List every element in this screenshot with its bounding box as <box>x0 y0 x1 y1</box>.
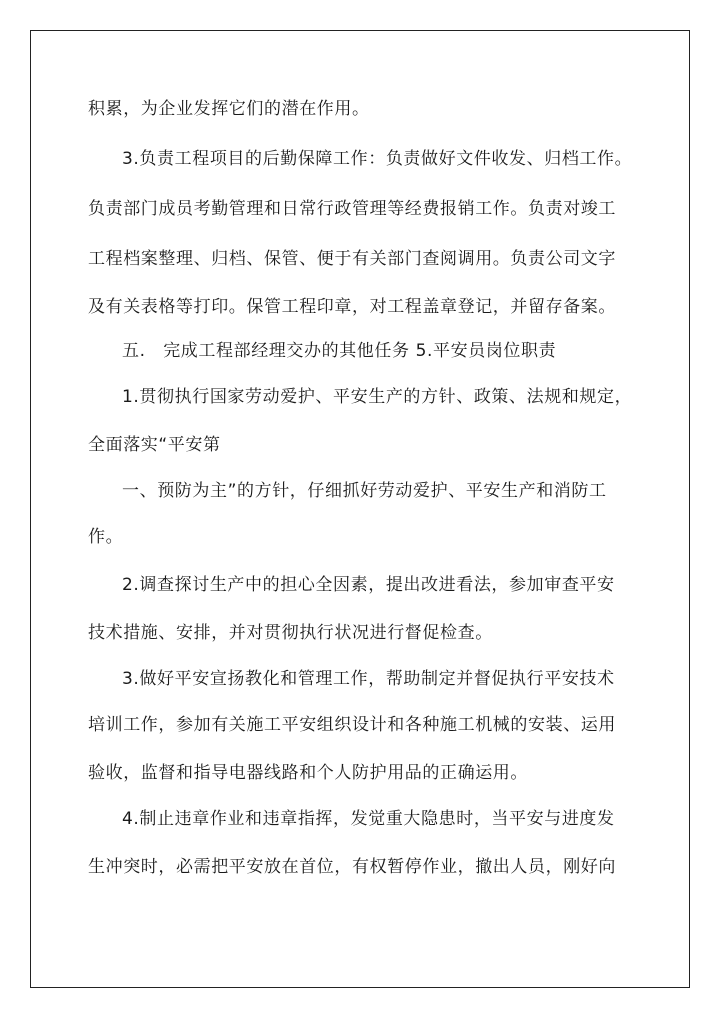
text-line-1: 积累，为企业发挥它们的潜在作用。 <box>88 99 370 119</box>
text-line-7: 1.贯彻执行国家劳动爱护、平安生产的方针、政策、法规和规定， <box>122 387 633 407</box>
text-line-8: 全面落实“平安第 <box>88 435 221 455</box>
text-line-2: 3.负责工程项目的后勤保障工作：负责做好文件收发、归档工作。 <box>122 149 633 169</box>
text-line-10: 作。 <box>88 527 124 547</box>
text-line-5: 及有关表格等打印。保管工程印章，对工程盖章登记，并留存备案。 <box>88 297 616 317</box>
text-line-17: 生冲突时，必需把平安放在首位，有权暂停作业，撤出人员，刚好向 <box>88 857 616 877</box>
text-line-6: 五. 完成工程部经理交办的其他任务 5.平安员岗位职责 <box>122 341 557 361</box>
text-line-11: 2.调查探讨生产中的担心全因素，提出改进看法，参加审查平安 <box>122 575 615 595</box>
text-line-4: 工程档案整理、归档、保管、便于有关部门查阅调用。负责公司文字 <box>88 249 616 269</box>
text-line-13: 3.做好平安宣扬教化和管理工作，帮助制定并督促执行平安技术 <box>122 669 615 689</box>
text-line-12: 技术措施、安排，并对贯彻执行状况进行督促检查。 <box>88 623 493 643</box>
text-line-16: 4.制止违章作业和违章指挥，发觉重大隐患时，当平安与进度发 <box>122 809 615 829</box>
text-line-3: 负责部门成员考勤管理和日常行政管理等经费报销工作。负责对竣工 <box>88 199 616 219</box>
text-line-14: 培训工作，参加有关施工平安组织设计和各种施工机械的安装、运用 <box>88 715 616 735</box>
text-line-15: 验收，监督和指导电器线路和个人防护用品的正确运用。 <box>88 763 528 783</box>
text-line-9: 一、预防为主”的方针，仔细抓好劳动爱护、平安生产和消防工 <box>122 481 607 501</box>
page-border <box>30 30 690 988</box>
